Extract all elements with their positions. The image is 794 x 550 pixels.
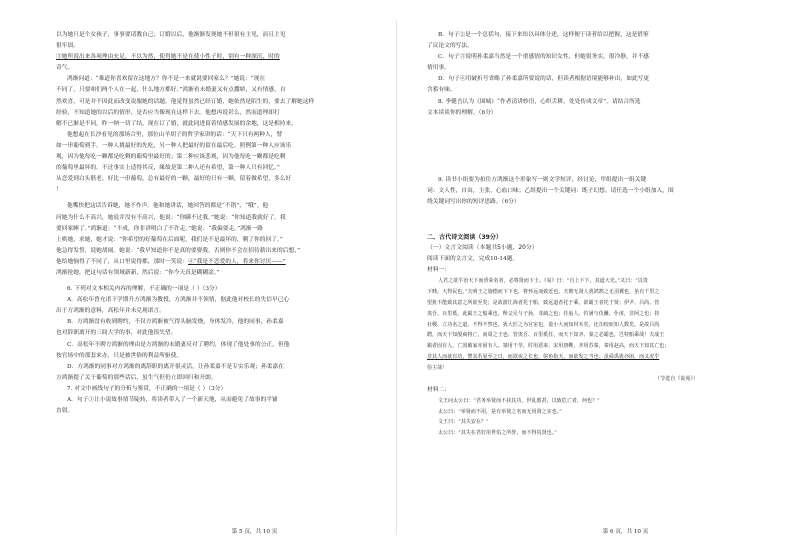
option-line: C．句子③说明孙柔嘉当然是一个重感情的知识女性，但她很务实，很冷静，并不感 [438,54,649,61]
option-line: 方鸿渐提了关于葡萄的那些话后，虽生气但仍立即回归和开朗。 [56,374,217,381]
question-line: 绕关键词写出你的短评思路。（6分） [427,198,520,205]
material-label: 材料一： [427,267,450,274]
text-line: 他嘴快把这话告诉她，她不作声。他和她讲话，她回答的都是“不错”，“哦”。他 [67,203,269,210]
option-line: 也对辞职离开的三闾大学的事，对此他很失望。 [56,330,177,337]
option-line: 按官场中的那套来办，只是被世俗的利益所驱使。 [56,352,183,359]
option-line: B．方鸿渐没有收到聘约，不仅方鸿渐被气得头脑发烧，身体发冷，他的同事，孙柔嘉 [67,319,284,326]
text-line: ！ [56,187,62,194]
question-7-options-cont [427,30,758,97]
text-span: 他给她恼得了不同了，从口里说得都，那时一笑说： [56,258,188,265]
source-note: （节选自《说苑》） [655,375,698,382]
option-line: D．句子④用破折号省略了孙柔嘉所要说的话，但读者根据语境能够补出，如此写更 [438,76,650,83]
answer-space [427,119,758,175]
option-line: 含蓄有味。 [427,87,456,94]
passage-para2 [56,130,371,197]
material-1 [427,276,758,373]
material-2 [427,396,758,439]
question-7: 7. 对文中画线句子的分析与鉴赏，不正确的一项是（ ）（3分） [67,385,227,392]
text-line: 要回家睡了。”鸿渐道：“不成，你非讲明白了不许走。”她说：“我偏要走。”鸿渐一路 [56,225,264,232]
text-line: 如一串葡萄到手，一种人挑最好的先吃，另一种人把最好的留在最后吃。照例第一种人应该乐 [56,142,292,149]
option-line: B．句子②是一个总括句，接下来给以具体分述，这样便于读者给以把握，这是借鉴 [438,32,649,38]
question-6-options [56,295,371,384]
classical-line: 下贱，大得民也。”夫明王之施德而下下也，将怀远而致近也。夫朝无贤人犹鸿鹄之无羽翼也，虽有千里之 [427,289,660,296]
classical-line: 人君之欲平治天下而垂荣名者，必尊贤而下士。《易》曰：“自上下下，其道大光。”又曰：“以贵 [438,278,648,285]
classical-line: 太公曰：“其失在君好用世俗之所誉，而不得真贤也。” [438,430,557,437]
subsection-heading: （一）文言文阅读（本题共5小题，20分） [427,245,538,252]
classical-line: 太公曰：“举贤而不用，是有举贤之名而无用贤之实也。” [438,408,562,415]
text-line: 然欢喜，可是并不因此而改变说服她的话题。他觉得虽然已经订婚，她依然是陌生的，要去了解她这样 [56,98,315,105]
question-9 [427,175,758,208]
text-line: 的葡萄里最坏的。不过事实上适得其反，缘故是第二种人还有希望，第一种人只有回忆。” [56,165,280,172]
text-line: 鸿渐抢她，把这句话有领域新新，然后说：“你今天真是糊糊涂。” [56,269,220,276]
passage-para1 [56,30,371,130]
option-line: 情用事。 [427,65,450,72]
text-line: 问她为什么不高兴，她说并没有不高兴，他说：“你瞒不过我。”她说：“你知道我就好了。我 [56,214,286,221]
text-line: 奇气。 [56,65,74,72]
answer-space [427,208,758,232]
option-line: 出于方鸿渐的意料，高松年并未兑现诺言。 [56,308,166,315]
option-line: 直叙。 [56,408,74,415]
classical-line: 文王曰：“其失安在？” [438,419,489,426]
underlined-quote: ④“我是不恋爱的人，将来你讨厌——” [187,258,286,265]
question-7-options [56,395,371,417]
text-line: 解不已渐是不同，昨一纳一切了结，现在订了婚，就此同进留着情感发展的余地，这是相持来。 [56,120,297,127]
classical-line: 霸者固有人，亡国破家亦固有人。桀用干莘，纣用恶来，宋用唐鞅，齐用苏秦，秦用赵高，而天下知其亡也； [427,343,670,350]
question-line: 9. 读书小组要为扣住方鸿渐这个形象写一则文学短评，经讨论，甲组提出一组关键 [438,176,647,183]
question-8 [427,97,758,119]
text-line: 上哄她，求她，她才说：“你希望的好葡萄在后面呢，我们是不是最坏的，剩了你的回了。” [56,236,283,243]
text-line: 以为她只是个女孩子，事事要请教自己；订婚以后，他渐渐发现她不但很有主见，而且主见 [56,32,286,38]
text-line: 从恋爱到白头偕老，好比一串葡萄，总有最好的一颗，最好的只有一颗，留着做希望，多么好 [56,176,292,183]
material-label: 材料二： [427,386,450,393]
option-line: A．句子①让小说故事情节陡转，将读者带入了一个新天地，从而避免了故事的平铺 [67,397,278,403]
option-line: 了议论文的写法。 [427,43,473,50]
question-6: 6. 下列对文本相关内容的理解，不正确的一项是（ ）（3分） [67,286,221,293]
text-line: 鸿渐问道：“难道你喜欢留在这地方？你不是一来就说要回家么？”她说：“现在 [67,76,266,83]
option-line: D．方鸿渐的同事对方鸿渐的离辞职的离开很灵活，让孙柔嘉不是专实乐观；孙柔嘉在 [67,363,284,370]
question-line: 文本谈谈你的理解。（6分） [427,109,497,116]
text-line: 他急得发誓，说她胡闹。她说：“我早知道你不是真的要娶我，否则你不会在招待薪出来的后想，” [56,247,301,254]
classical-line-underlined: 非其人而欲有功，譬其若夏至之日，而欲夜之长也，射鱼指天，而欲发之当也；虽舜禹犹亦困，而又况乎 [427,353,660,360]
classical-line: 望犹不能致其意之所欲至矣；是故游江海者托于船，致远道者托于乘，欲霸王者托于贤；伊尹、吕尚、管 [427,300,660,306]
text-line: 不同了。只要咱们两个人在一起，什么地方都好。”鸿渐看未婚妻又有点撒娇，又有情感，自 [56,87,286,94]
right-page [397,0,794,550]
text-line-underlined: ③她所说出来各项理由充足，不以为然，使得她不是在使小性子时，别有一种深沉、时的 [56,54,280,61]
page-footer-left: 第 5 页，共 10 页 [231,529,278,535]
text-line: 很牢固。 [56,43,79,50]
question-line: 词：文人性，自由，主张，心血口味；乙组提出一个关键词：既子幻想。请任选一个小组加入，围 [427,187,674,194]
question-line: 8. 李健吾认为《围城》“作者清讲妙语，心织舌耕，处处传成文章”。请结合所选 [438,98,641,105]
classical-line: 聘，而天下知殷商将亡，而周之王也；管夷吾、百里奚任，而天下知齐、秦之必霸也，岂特船乘哉！夫成王 [427,332,665,339]
section-heading: 二、古代诗文阅读（39分） [427,234,502,242]
option-line: C．高松年不聘方鸿渐的理由是方鸿渐的未婚妻反对了聘约，体现了他处事的公正，但他 [67,341,290,348]
classical-line: 俗主哉！ [427,364,448,371]
text-line: 经验，不知道她的以后的情形，是否应当像现在这样下去。他想再说甚么，然而道理却打 [56,109,280,116]
passage-para3 [56,201,371,279]
text-line: 观，因为他每吃一颗都是吃剩的葡萄里最好的；第二种应该悲观，因为他每吃一颗都是吃剩 [56,154,286,161]
option-line: A．高松年曾允诺下学期升方鸿渐为教授，方鸿渐并不领情，据此他对校长的失信早已心 [67,297,290,304]
classical-line: 夷吾、百里奚，此霸王之船乘也。释父兄与子孙，非疏之也；任庖人、钓屠与仇雠、仆虏，非阿之也；持 [427,310,660,317]
text-line: 他想起在长沙看见的那场合里，那位山羊胡子的哲学家讲的话：“天下只有两种人，譬 [67,131,283,138]
classical-line: 社稷、立功名之道，不得不然也。犹大匠之为宫室也，量小大而知材木矣，比功校而知人数矣。是故吕尚 [427,321,660,328]
classical-line: 文王问太公曰：“君务举贤而不获其功，世乱愈甚，以致危亡者，何也？” [438,397,600,404]
text-line [56,257,371,268]
page-footer-right: 第 6 页，共 10 页 [602,529,649,535]
instruction: 阅读下面的文言文，完成10-14题。 [427,256,519,263]
